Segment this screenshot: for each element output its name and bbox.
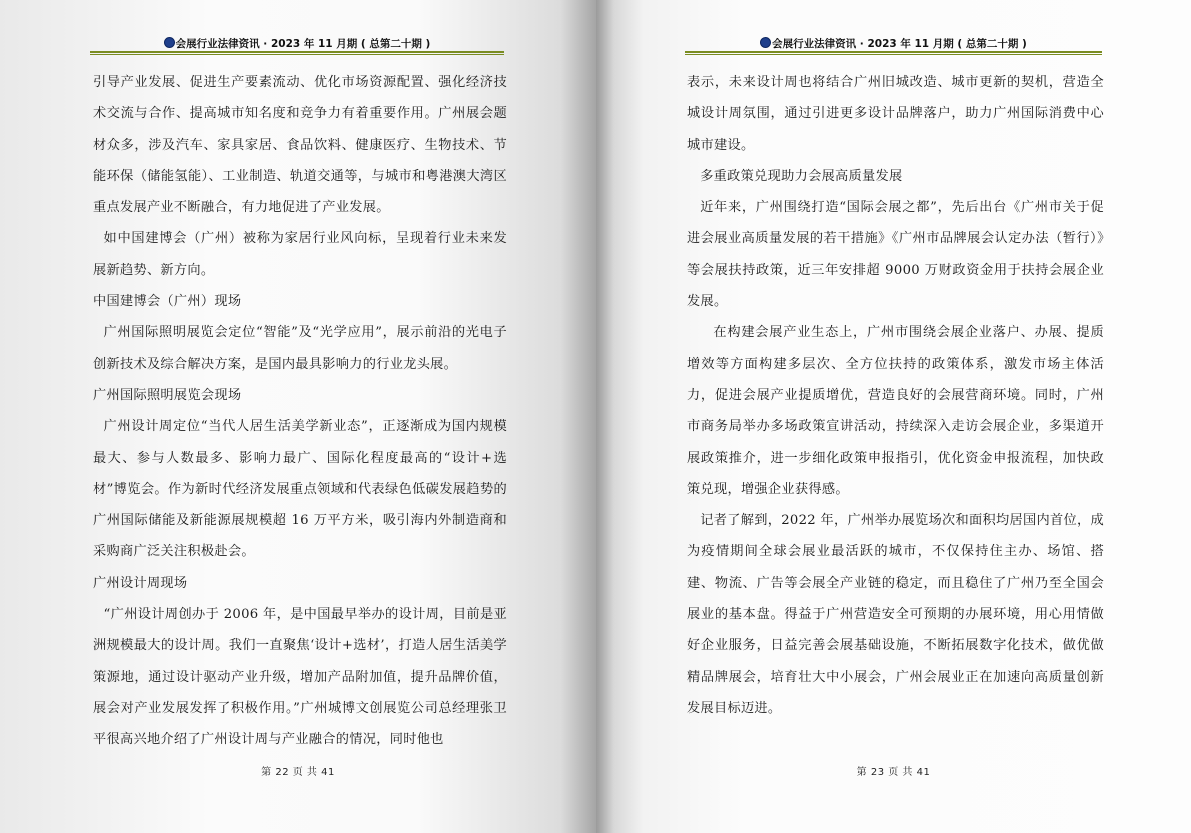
header-issue: · 2023 年 11 月期 ( 总第二十期 ): [856, 38, 1027, 50]
right-page: [596, 0, 1191, 833]
logo-icon: [760, 37, 771, 48]
header-publication: 会展行业法律资讯: [175, 38, 260, 50]
paragraph: 引导产业发展、促进生产要素流动、优化市场资源配置、强化经济技术交流与合作、提高城市知名度和竞争力有着重要作用。广州展会题材众多，涉及汽车、家具家居、食品饮料、健康医疗、生物技术、节能环保（储能氢能）、工业制造、轨道交通等，与城市和粤港澳大湾区重点发展产业不断融合，有力地促进了产业发展。: [93, 75, 507, 216]
page-header: [685, 36, 1102, 51]
photo-caption: 中国建博会（广州）现场: [93, 294, 242, 310]
paragraph: 广州国际照明展览会定位“智能”及“光学应用”，展示前沿的光电子创新技术及综合解决方案，是国内最具影响力的行业龙头展。: [93, 325, 507, 372]
logo-icon: [164, 37, 175, 48]
page-number: 第 22 页 共 41: [261, 767, 335, 778]
paragraph: 近年来，广州围绕打造“国际会展之都”，先后出台《广州市关于促进会展业高质量发展的若干措施》《广州市品牌展会认定办法（暂行）》等会展扶持政策，近三年安排超 9000 万财政资金用于扶持会展企业发展。: [687, 200, 1104, 310]
paragraph: “广州设计周创办于 2006 年，是中国最早举办的设计周，目前是亚洲规模最大的设计周。我们一直聚焦‘设计+选材’，打造人居生活美学策源地，通过设计驱动产业升级，增加产品附加值，提升品牌价值，展会对产业发展发挥了积极作用。”广州城博文创展览公司总经理张卫平很高兴地介绍了广州设计周与产业融合的情况，同时他也: [93, 607, 507, 748]
header-issue: · 2023 年 11 月期 ( 总第二十期 ): [259, 38, 431, 50]
page-body: [687, 67, 1104, 724]
header-rule: [685, 51, 1102, 55]
header-rule: [90, 51, 504, 55]
paragraph: 在构建会展产业生态上，广州市围绕会展企业落户、办展、提质增效等方面构建多层次、全方位扶持的政策体系，激发市场主体活力，促进会展产业提质增优，营造良好的会展营商环境。同时，广州市商务局举办多场政策宣讲活动，持续深入走访会展企业，多渠道开展政策推介，进一步细化政策申报指引，优化资金申报流程，加快政策兑现，增强企业获得感。: [687, 325, 1104, 497]
paragraph: 广州设计周定位“当代人居生活美学新业态”，正逐渐成为国内规模最大、参与人数最多、影响力最广、国际化程度最高的“设计+选材”博览会。作为新时代经济发展重点领域和代表绿色低碳发展趋势的广州国际储能及新能源展规模超 16 万平方米，吸引海内外制造商和采购商广泛关注积极赴会。: [93, 419, 507, 560]
paragraph: 记者了解到，2022 年，广州举办展览场次和面积均居国内首位，成为疫情期间全球会展业最活跃的城市，不仅保持住主办、场馆、搭建、物流、广告等会展全产业链的稳定，而且稳住了广州乃至全国会展业的基本盘。得益于广州营造安全可预期的办展环境，用心用情做好企业服务，日益完善会展基础设施，不断拓展数字化技术，做优做精品牌展会，培育壮大中小展会，广州会展业正在加速向高质量创新发展目标迈进。: [687, 513, 1104, 716]
paragraph: 如中国建博会（广州）被称为家居行业风向标，呈现着行业未来发展新趋势、新方向。: [93, 231, 507, 278]
header-publication: 会展行业法律资讯: [772, 38, 857, 50]
section-heading: 多重政策兑现助力会展高质量发展: [700, 168, 903, 184]
page-number: 第 23 页 共 41: [856, 767, 931, 778]
page-header: [90, 36, 504, 51]
page-body: [93, 67, 507, 756]
photo-caption: 广州国际照明展览会现场: [93, 387, 242, 403]
photo-caption: 广州设计周现场: [93, 575, 188, 591]
paragraph: 表示，未来设计周也将结合广州旧城改造、城市更新的契机，营造全城设计周氛围，通过引进更多设计品牌落户，助力广州国际消费中心城市建设。: [687, 75, 1104, 153]
